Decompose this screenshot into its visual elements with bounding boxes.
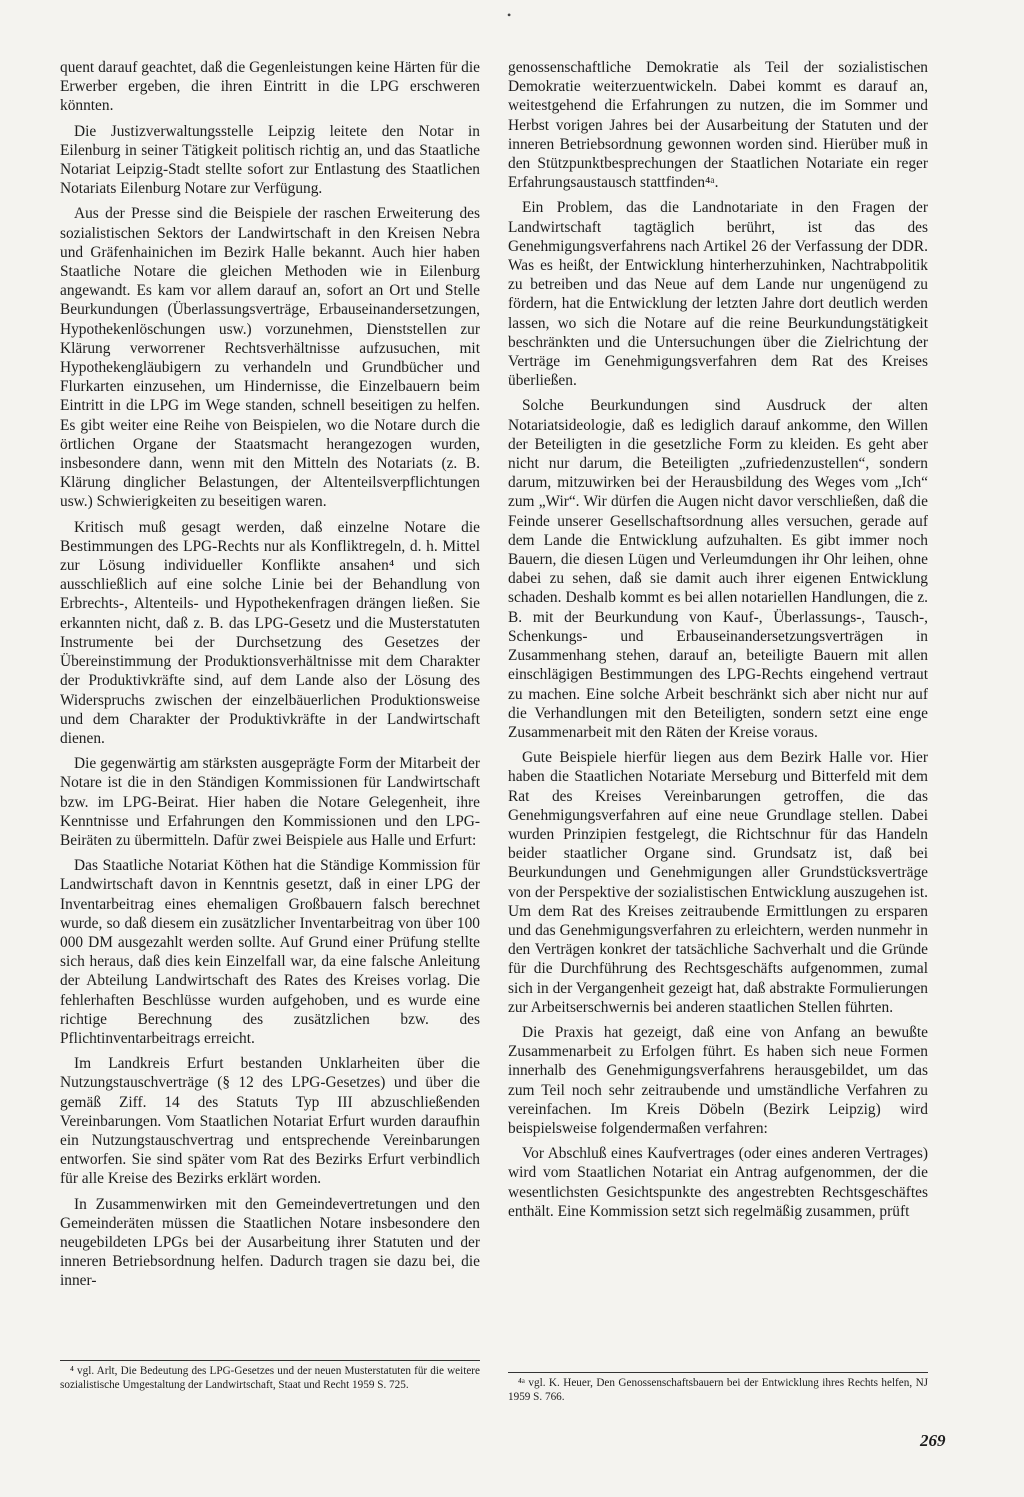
- left-paragraph-7: Im Landkreis Erfurt bestanden Unklarheiten über die Nutzungstauschverträge (§ 12 des LPG-Gesetzes) und über die gemäß Ziff. 14 des Statuts Typ III abzuschließenden Vereinbarungen. Vom Staatlichen Notariat Erfurt wurden daraufhin ein Nutzungstauschvertrag und entsprechende Vereinbarungen entworfen. Sie sind später vom Rat des Bezirks Erfurt verbindlich für alle Kreise des Bezirks erklärt worden.: [60, 1055, 480, 1188]
- left-column: [60, 58, 480, 1297]
- right-paragraph-3: Solche Beurkundungen sind Ausdruck der alten Notariatsideologie, daß es lediglich darauf ankomme, den Willen der Beteiligten in die gesetzliche Form zu kleiden. Es geht aber nicht nur darum, die Beteiligten „zufriedenzustellen“, sondern darum, mitzuwirken bei der Herausbildung des Weges vom „Ich“ zum „Wir“. Wir dürfen die Augen nicht davor verschließen, daß die Feinde unserer Gesellschaftsordnung alles versuchen, gerade auf dem Lande die Entwicklung aufzuhalten. Es gibt immer noch Bauern, die diesen Lügen und Verleumdungen ihr Ohr leihen, ohne dabei zu sehen, daß sie damit auch ihrer eigenen Entwicklung schaden. Deshalb kommt es bei allen notariellen Handlungen, die z. B. mit der Beurkundung von Kauf-, Überlassungs-, Tausch-, Schenkungs- und Erbauseinandersetzungsverträgen in Zusammenhang stehen, darauf an, beteiligte Bauern mit allen einschlägigen Bestimmungen des LPG-Rechts eingehend vertraut zu machen. Eine solche Arbeit beschränkt sich aber nicht nur auf die Verhandlungen mit den Beteiligten, sondern setzt eine enge Zusammenarbeit mit den Räten der Kreise voraus.: [508, 397, 928, 741]
- footnote-4a: ⁴ᵃ vgl. K. Heuer, Den Genossenschaftsbauern bei der Entwicklung ihres Rechts helfen, NJ 1959 S. 766.: [508, 1377, 928, 1403]
- footnote-4: ⁴ vgl. Arlt, Die Bedeutung des LPG-Gesetzes und der neuen Musterstatuten für die weitere sozialistische Umgestaltung der Landwirtschaft, Staat und Recht 1959 S. 725.: [60, 1365, 480, 1391]
- right-paragraph-6: Vor Abschluß eines Kaufvertrages (oder eines anderen Vertrages) wird vom Staatlichen Notariat ein Antrag aufgenommen, der die wesentlichsten Gesichtspunkte des angestrebten Rechtsgeschäftes enthält. Eine Kommission setzt sich regelmäßig zusammen, prüft: [508, 1145, 928, 1220]
- right-paragraph-2: Ein Problem, das die Landnotariate in den Fragen der Landwirtschaft tagtäglich berührt, ist das des Genehmigungsverfahrens nach Artikel 26 der Verfassung der DDR. Was es heißt, der Entwicklung hinterherzuhinken, Nachtrabpolitik zu betreiben und das Neue auf dem Lande nur ungenügend zu fördern, hat die Entwicklung der letzten Jahre dort deutlich werden lassen, wo sich die Notare auf die reine Beurkundungstätigkeit beschränkten und die Untersuchungen über die Zielrichtung der Verträge im Genehmigungsverfahren dem Rat des Kreises überließen.: [508, 199, 928, 390]
- left-footnote: [60, 1360, 480, 1392]
- right-footnote: [508, 1372, 928, 1404]
- right-paragraph-4: Gute Beispiele hierfür liegen aus dem Bezirk Halle vor. Hier haben die Staatlichen Notariate Merseburg und Bitterfeld mit dem Rat des Kreises Vereinbarungen getroffen, die das Genehmigungsverfahren auf eine neue Grundlage stellen. Dabei wurden Prinzipien festgelegt, die Richtschnur für das Handeln beider staatlicher Organe sind. Grundsatz ist, daß bei Beurkundungen und Genehmigungen aller Grundstücksverträge von der Perspektive der sozialistischen Entwicklung auszugehen ist. Um dem Rat des Kreises zeitraubende Ermittlungen zu ersparen und das Genehmigungsverfahren zu erleichtern, werden nunmehr in den Verträgen konkret der tatsächliche Sachverhalt und die Gründe für die Durchführung des Rechtsgeschäfts aufgenommen, zumal sich in der Vergangenheit gezeigt hat, daß abstrakte Formulierungen zur Arbeitserschwernis bei anderen staatlichen Stellen führten.: [508, 749, 928, 1016]
- right-paragraph-1: genossenschaftliche Demokratie als Teil der sozialistischen Demokratie weiterzuentwickeln. Dabei kommt es darauf an, weitestgehend die Erfahrungen zu nutzen, die im Sommer und Herbst vorigen Jahres bei der Ausarbeitung der Statuten und der inneren Betriebsordnung gewonnen worden sind. Hierüber muß in den Stützpunktbesprechungen der Staatlichen Notariate ein reger Erfahrungsaustausch stattfinden⁴ᵃ.: [508, 59, 928, 192]
- top-mark: •: [507, 8, 512, 22]
- left-paragraph-3: Aus der Presse sind die Beispiele der raschen Erweiterung des sozialistischen Sektors der Landwirtschaft in den Kreisen Nebra und Gräfenhainichen im Bezirk Halle bekannt. Auch hier haben Staatliche Notare die gleichen Methoden wie in Eilenburg angewandt. Es kam vor allem darauf an, sofort an Ort und Stelle Beurkundungen (Überlassungsverträge, Erbauseinandersetzungen, Hypothekenlöschungen usw.) vorzunehmen, Dienststellen zur Klärung verworrener Rechtsverhältnisse aufzusuchen, mit Hypothekengläubigern zu verhandeln und Grundbücher und Flurkarten einzusehen, um Hindernisse, die Einzelbauern beim Eintritt in die LPG im Wege standen, schnell beseitigen zu helfen. Es gibt weiter eine Reihe von Beispielen, wo die Notare durch die örtlichen Organe der Staatsmacht herangezogen wurden, insbesondere dann, wenn mit den Mitteln des Notariats (z. B. Klärung dinglicher Belastungen, der Altenteilsverpflichtungen usw.) Schwierigkeiten zu beseitigen waren.: [60, 205, 480, 511]
- left-paragraph-5: Die gegenwärtig am stärksten ausgeprägte Form der Mitarbeit der Notare ist die in den Ständigen Kommissionen für Landwirtschaft bzw. im LPG-Beirat. Hier haben die Notare Gelegenheit, ihre Kenntnisse und Erfahrungen den Kommissionen und den LPG-Beiräten zu übermitteln. Dafür zwei Beispiele aus Halle und Erfurt:: [60, 755, 481, 849]
- left-paragraph-2: Die Justizverwaltungsstelle Leipzig leitete den Notar in Eilenburg in seiner Tätigkeit politisch richtig an, und das Staatliche Notariat Leipzig-Stadt stellte sofort zur Entlastung des Staatlichen Notariats Eilenburg Notare zur Verfügung.: [60, 122, 480, 198]
- left-paragraph-8: In Zusammenwirken mit den Gemeindevertretungen und den Gemeinderäten müssen die Staatlichen Notare insbesondere den neugebildeten LPGs bei der Ausarbeitung ihrer Statuten und der inneren Betriebsordnung helfen. Dadurch tragen sie dazu bei, die inner-: [60, 1195, 480, 1290]
- right-paragraph-5: Die Praxis hat gezeigt, daß eine von Anfang an bewußte Zusammenarbeit zu Erfolgen führt. Es haben sich neue Formen innerhalb des Genehmigungsverfahrens herausgebildet, um das zum Teil noch sehr zeitraubende und umständliche Verfahren zu vereinfachen. Im Kreis Döbeln (Bezirk Leipzig) wird beispielsweise folgendermaßen verfahren:: [508, 1023, 928, 1137]
- left-paragraph-6: Das Staatliche Notariat Köthen hat die Ständige Kommission für Landwirtschaft davon in Kenntnis gesetzt, daß in einer LPG der Inventarbeitrag eines ehemaligen Großbauern falsch berechnet wurde, so daß diesem ein zusätzlicher Inventarbeitrag von über 100 000 DM ausgezahlt werden sollte. Auf Grund einer Prüfung stellte sich heraus, daß dies kein Einzelfall war, da eine falsche Anleitung der Abteilung Landwirtschaft des Rates des Kreises vorlag. Die fehlerhaften Beschlüsse wurden aufgehoben, und es wurde eine richtige Berechnung des zusätzlichen bzw. des Pflichtinventarbeitrags erreicht.: [60, 857, 480, 1047]
- left-paragraph-4: Kritisch muß gesagt werden, daß einzelne Notare die Bestimmungen des LPG-Rechts nur als Konfliktregeln, d. h. Mittel zur Lösung individueller Konflikte ansahen⁴ und sich ausschließlich auf eine solche Linie bei der Behandlung von Erbrechts-, Altenteils- und Hypothekenfragen drängen ließen. Sie erkannten nicht, daß z. B. das LPG-Gesetz und die Musterstatuten Instrumente bei der Durchsetzung des Gesetzes der Übereinstimmung der Produktionsverhältnisse mit dem Charakter der Produktivkräfte sind, auf dem Lande also der Lösung des Widerspruchs zwischen der einzelbäuerlichen Produktionsweise und dem Charakter der Produktivkräfte in der Landwirtschaft dienen.: [60, 518, 480, 747]
- right-column: [508, 58, 928, 1227]
- page-number: 269: [920, 1431, 946, 1450]
- left-paragraph-1: quent darauf geachtet, daß die Gegenleistungen keine Härten für die Erwerber ergeben, die ihren Eintritt in die LPG erschweren könnten.: [60, 59, 480, 115]
